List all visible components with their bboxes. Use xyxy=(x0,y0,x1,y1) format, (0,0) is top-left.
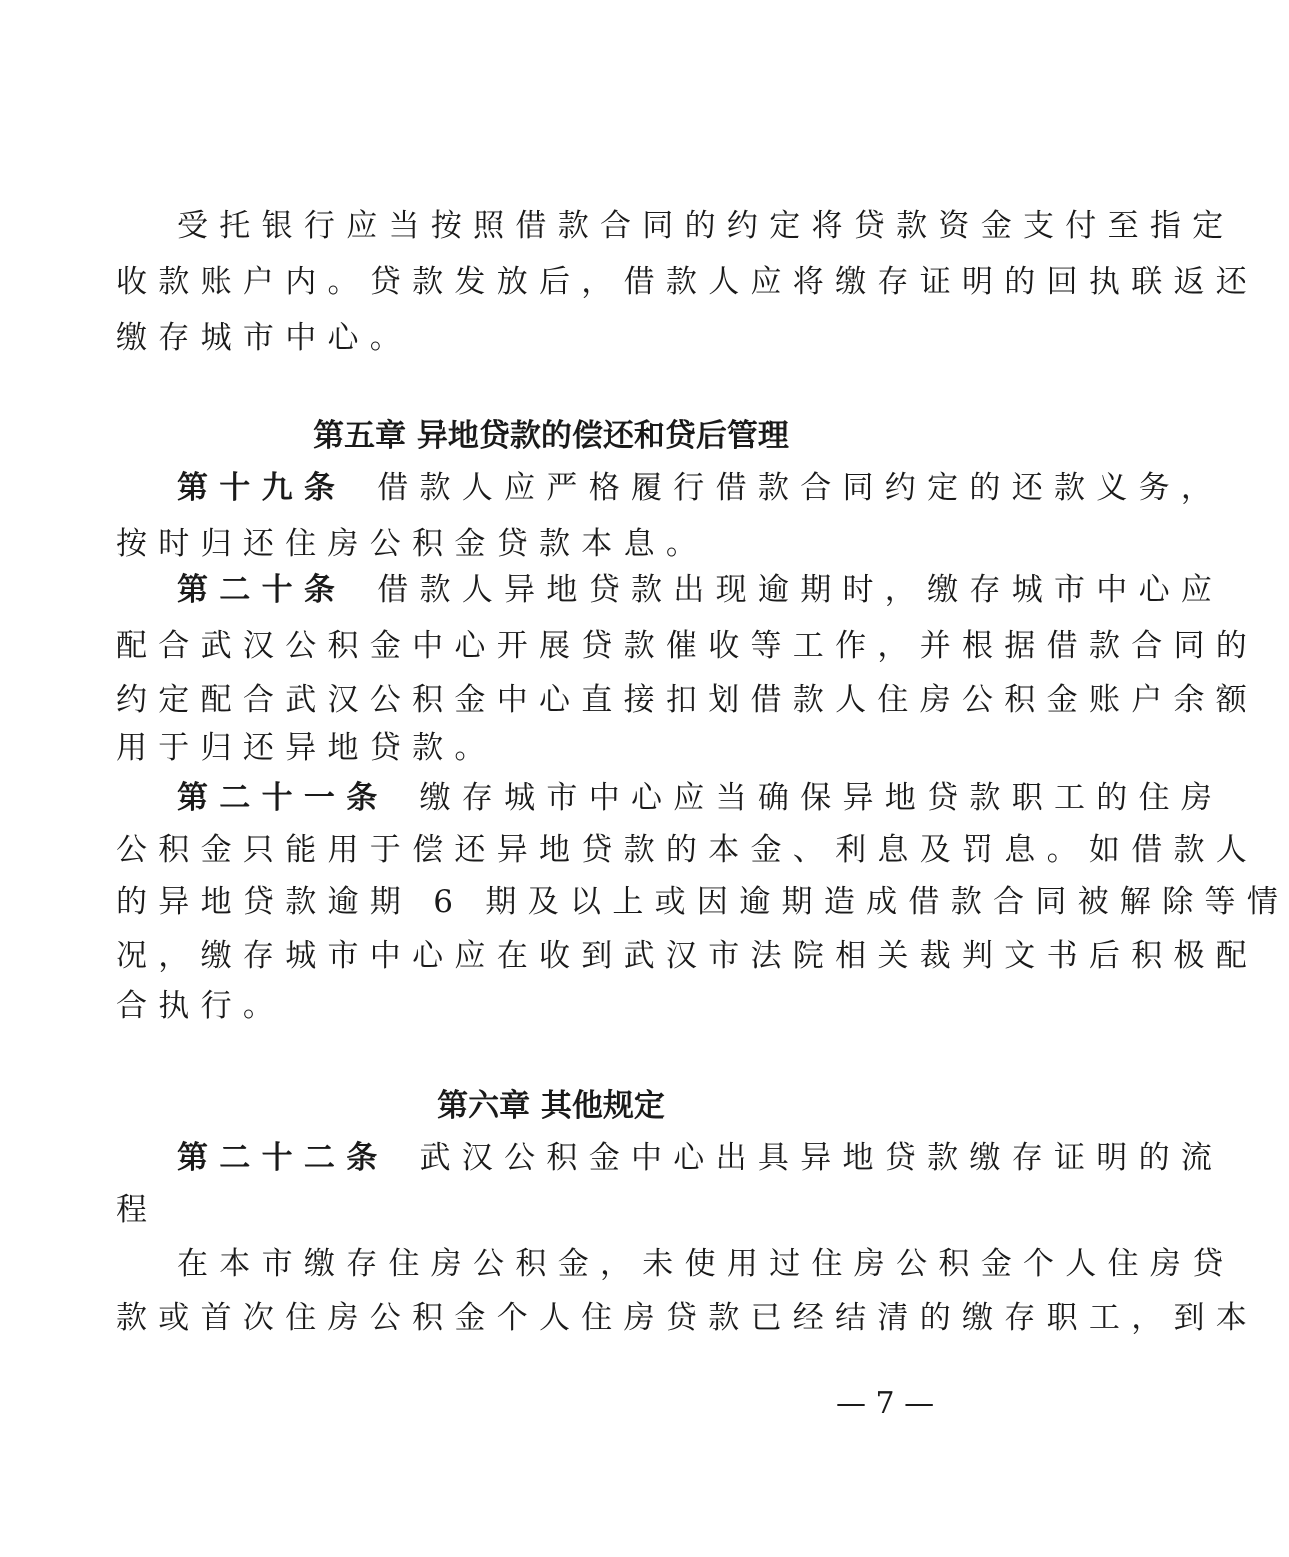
article-line: 用于归还异地贷款。 xyxy=(116,730,497,766)
article-line: 程 xyxy=(116,1192,159,1228)
article-line: 配合武汉公积金中心开展贷款催收等工作，并根据借款合同的 xyxy=(116,628,1259,664)
chapter-heading: 第五章 异地贷款的偿还和贷后管理 xyxy=(313,418,789,454)
article-line xyxy=(177,570,1223,610)
article-text: 借款人异地贷款出现逾期时，缴存城市中心应 xyxy=(377,572,1224,608)
article-line xyxy=(177,778,1223,818)
article-line: 按时归还住房公积金贷款本息。 xyxy=(116,526,709,562)
article-label: 第十九条 xyxy=(177,470,347,506)
chapter-heading: 第六章 其他规定 xyxy=(437,1088,665,1124)
article-line: 合执行。 xyxy=(116,988,286,1024)
article-text: 武汉公积金中心出具异地贷款缴存证明的流 xyxy=(419,1140,1224,1176)
article-label: 第二十二条 xyxy=(177,1140,389,1176)
article-label: 第二十一条 xyxy=(177,780,389,816)
article-text: 缴存城市中心应当确保异地贷款职工的住房 xyxy=(419,780,1224,816)
article-line: 况，缴存城市中心应在收到武汉市法院相关裁判文书后积极配 xyxy=(116,938,1259,974)
paragraph-line: 缴存城市中心。 xyxy=(116,320,413,356)
paragraph-line: 受托银行应当按照借款合同的约定将贷款资金支付至指定 xyxy=(177,208,1235,244)
article-text: 借款人应严格履行借款合同约定的还款义务， xyxy=(377,470,1224,506)
article-line: 公积金只能用于偿还异地贷款的本金、利息及罚息。如借款人 xyxy=(116,832,1259,868)
paragraph-line: 在本市缴存住房公积金，未使用过住房公积金个人住房贷 xyxy=(177,1246,1235,1282)
article-line xyxy=(177,1138,1223,1178)
article-line: 的异地贷款逾期 6 期及以上或因逾期造成借款合同被解除等情 xyxy=(116,884,1289,920)
article-line xyxy=(177,468,1223,508)
article-label: 第二十条 xyxy=(177,572,347,608)
article-line: 约定配合武汉公积金中心直接扣划借款人住房公积金账户余额 xyxy=(116,682,1259,718)
page-number: — 7 — xyxy=(836,1386,935,1421)
paragraph-line: 收款账户内。贷款发放后，借款人应将缴存证明的回执联返还 xyxy=(116,264,1259,300)
paragraph-line: 款或首次住房公积金个人住房贷款已经结清的缴存职工，到本 xyxy=(116,1300,1259,1336)
